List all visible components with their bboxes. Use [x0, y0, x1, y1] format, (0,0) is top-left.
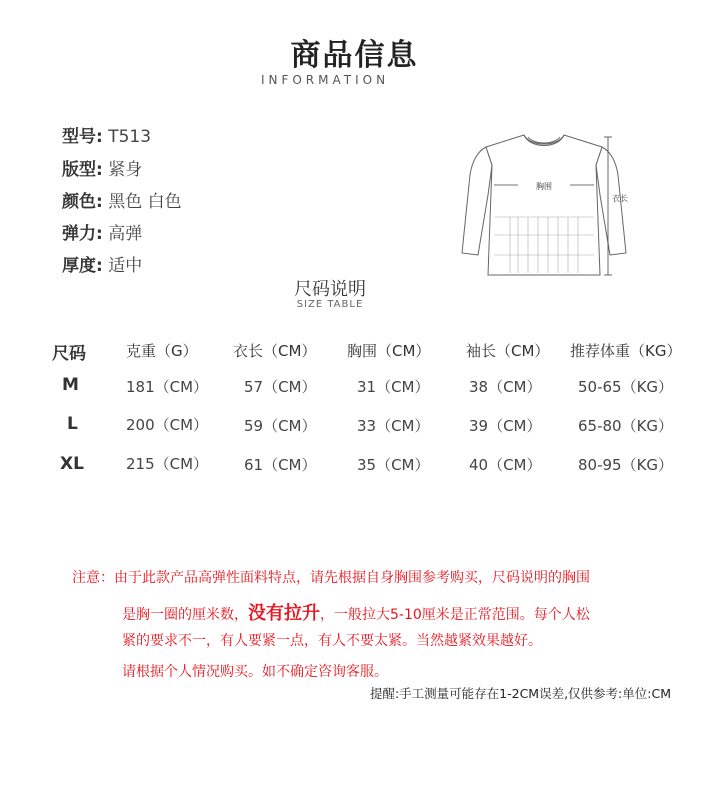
info-label: 版型:	[62, 160, 103, 180]
note-line-3: 紧的要求不一，有人要紧一点，有人不要太紧。当然越紧效果越好。	[122, 633, 542, 649]
info-label: 厚度:	[62, 256, 103, 276]
info-value: 适中	[108, 256, 143, 276]
table-cell: 80-95（KG）	[578, 456, 674, 474]
measurement-remark: 提醒:手工测量可能存在1-2CM误差,仅供参考:单位:CM	[369, 686, 671, 701]
page-title: 商品信息	[290, 38, 419, 73]
info-value: 黑色 白色	[108, 192, 182, 212]
table-cell: XL	[60, 454, 84, 474]
table-cell: M	[62, 375, 79, 395]
info-label: 颜色:	[62, 192, 103, 212]
col-header-length: 衣长（CM）	[233, 342, 317, 360]
note-line-4: 请根据个人情况购买。如不确定咨询客服。	[122, 664, 388, 680]
size-table-subtitle: SIZE TABLE	[296, 299, 364, 310]
note-emphasis: 没有拉升	[248, 603, 320, 624]
table-cell: 50-65（KG）	[578, 378, 674, 396]
table-cell: 215（CM）	[126, 455, 209, 473]
col-header-chest: 胸围（CM）	[347, 342, 431, 360]
info-label: 型号:	[62, 127, 103, 147]
note-line-1: 注意：由于此款产品高弹性面料特点，请先根据自身胸围参考购买，尺码说明的胸围	[72, 570, 590, 586]
col-header-rec-weight: 推荐体重（KG）	[570, 342, 682, 360]
note-line-2	[122, 599, 590, 625]
table-cell: L	[67, 414, 78, 434]
info-elasticity	[62, 219, 142, 244]
info-value: 高弹	[108, 224, 143, 244]
size-table-title: 尺码说明	[294, 279, 366, 300]
table-cell: 57（CM）	[244, 378, 317, 396]
info-thickness	[62, 251, 142, 276]
info-model	[62, 122, 151, 147]
note-text: 是胸一圈的厘米数，	[122, 607, 248, 623]
table-cell: 200（CM）	[126, 416, 209, 434]
table-cell: 65-80（KG）	[578, 417, 674, 435]
page-subtitle: INFORMATION	[260, 73, 390, 87]
table-cell: 33（CM）	[357, 417, 430, 435]
table-cell: 38（CM）	[469, 378, 542, 396]
info-color	[62, 187, 182, 212]
info-value: 紧身	[108, 160, 143, 180]
table-cell: 31（CM）	[357, 378, 430, 396]
note-text: ，一般拉大5-10厘米是正常范围。每个人松	[320, 607, 590, 623]
table-cell: 59（CM）	[244, 417, 317, 435]
table-cell: 61（CM）	[244, 456, 317, 474]
table-cell: 39（CM）	[469, 417, 542, 435]
length-label: 衣长	[612, 194, 628, 203]
col-header-sleeve: 袖长（CM）	[466, 342, 550, 360]
col-header-weight: 克重（G）	[126, 342, 198, 360]
info-label: 弹力:	[62, 224, 103, 244]
info-value: T513	[108, 127, 152, 147]
chest-label: 胸围	[536, 182, 552, 191]
info-fit	[62, 155, 142, 180]
table-cell: 35（CM）	[357, 456, 430, 474]
table-cell: 181（CM）	[126, 378, 209, 396]
col-header-size: 尺码	[52, 344, 86, 364]
table-cell: 40（CM）	[469, 456, 542, 474]
shirt-diagram-icon	[458, 125, 638, 295]
